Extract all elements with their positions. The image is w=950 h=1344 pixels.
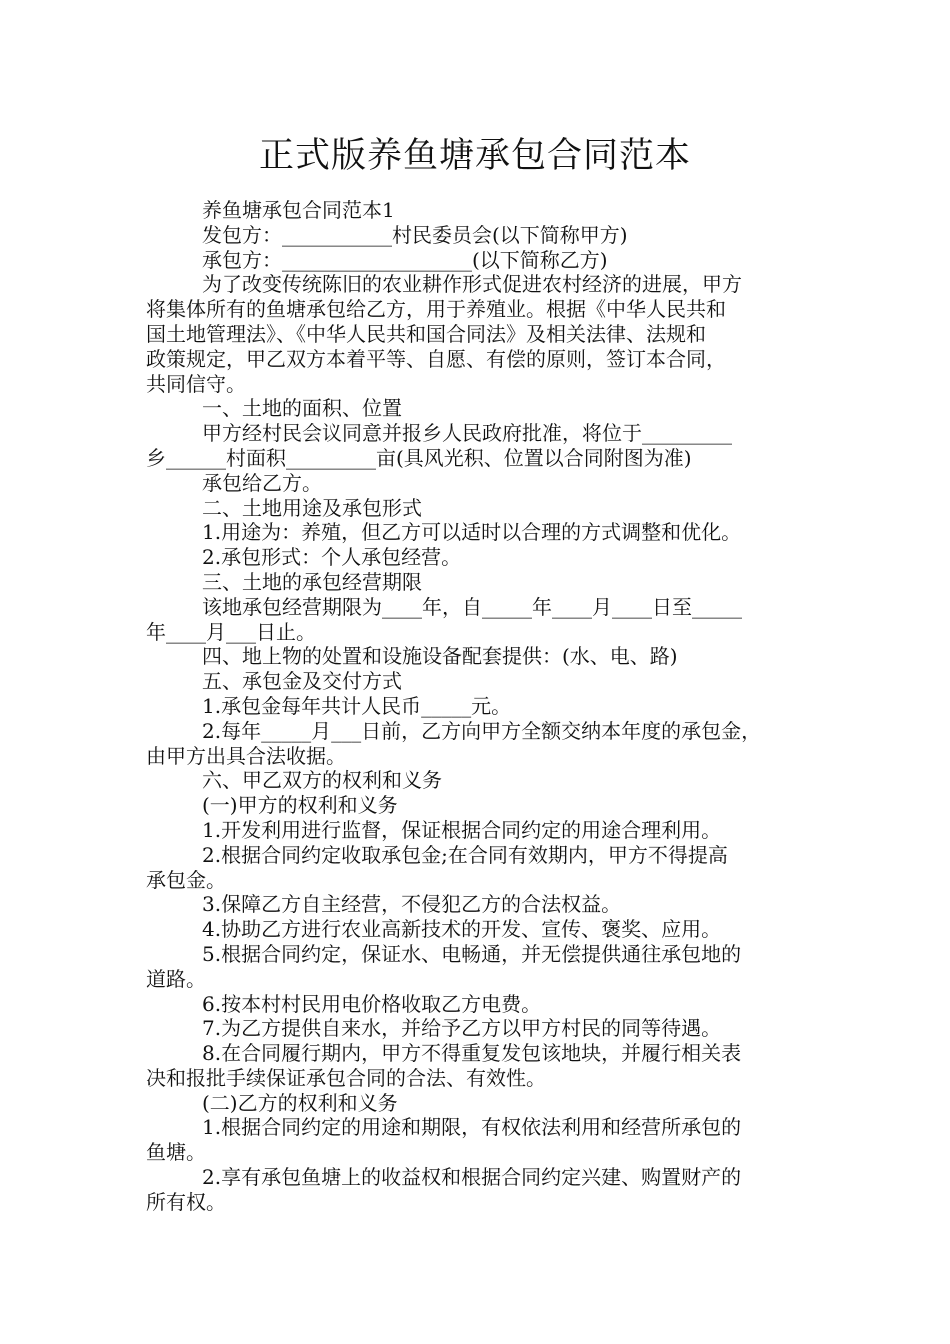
paragraph-line: 年____月___日止。 [146,619,316,644]
paragraph-line: 1.开发利用进行监督，保证根据合同约定的用途合理利用。 [202,817,722,842]
paragraph-line: 政策规定，甲乙双方本着平等、自愿、有偿的原则，签订本合同， [146,346,726,371]
paragraph-line: 2.每年_____月___日前，乙方向甲方全额交纳本年度的承包金， [202,718,762,743]
paragraph-line: 国土地管理法》、《中华人民共和国合同法》及相关法律、法规和 [146,321,706,346]
paragraph-line: 8.在合同履行期内，甲方不得重复发包该地块，并履行相关表 [202,1041,742,1066]
section-heading: 三、土地的承包经营期限 [202,569,422,594]
document-body [146,198,816,1215]
subsection-heading: (二)乙方的权利和义务 [202,1090,398,1115]
paragraph-line: 3.保障乙方自主经营，不侵犯乙方的合法权益。 [202,892,622,917]
paragraph-line: 承包给乙方。 [202,470,322,495]
paragraph-line: 养鱼塘承包合同范本1 [202,198,395,222]
paragraph-line: 1.承包金每年共计人民币_____元。 [202,693,512,718]
paragraph-line: 4.协助乙方进行农业高新技术的开发、宣传、褒奖、应用。 [202,917,722,942]
paragraph-line: 5.根据合同约定，保证水、电畅通，并无偿提供通往承包地的 [202,941,742,966]
paragraph-line: 承包金。 [146,867,226,892]
paragraph-line: 由甲方出具合法收据。 [146,743,346,768]
paragraph-line: 2.根据合同约定收取承包金;在合同有效期内，甲方不得提高 [202,842,728,867]
paragraph-line: 6.按本村村民用电价格收取乙方电费。 [202,991,542,1016]
paragraph-line: 鱼塘。 [146,1140,206,1165]
paragraph-line: 甲方经村民会议同意并报乡人民政府批准，将位于_________ [202,421,732,446]
paragraph-line: 7.为乙方提供自来水，并给予乙方以甲方村民的同等待遇。 [202,1016,722,1041]
subsection-heading: (一)甲方的权利和义务 [202,793,398,818]
paragraph-line: 1.根据合同约定的用途和期限，有权依法利用和经营所承包的 [202,1115,742,1140]
paragraph-line: 发包方：___________村民委员会(以下简称甲方) [202,222,628,247]
section-heading: 一、土地的面积、位置 [202,396,402,421]
paragraph-line: 2.承包形式：个人承包经营。 [202,545,462,570]
document-title: 正式版养鱼塘承包合同范本 [258,136,691,176]
section-heading: 二、土地用途及承包形式 [202,495,422,520]
section-heading: 五、承包金及交付方式 [202,669,402,694]
paragraph-line: 2.享有承包鱼塘上的收益权和根据合同约定兴建、购置财产的 [202,1165,742,1190]
paragraph-line: 1.用途为：养殖，但乙方可以适时以合理的方式调整和优化。 [202,520,742,545]
paragraph-line: 道路。 [146,966,206,991]
paragraph-line: 所有权。 [146,1189,226,1214]
paragraph-line: 决和报批手续保证承包合同的合法、有效性。 [146,1065,546,1090]
paragraph-line: 共同信守。 [146,371,246,396]
paragraph-line: 为了改变传统陈旧的农业耕作形式促进农村经济的进展，甲方 [202,272,742,297]
section-heading: 六、甲乙双方的权利和义务 [202,768,442,793]
paragraph-line: 该地承包经营期限为____年，自_____年____月____日至_____ [202,594,742,619]
paragraph-line: 乡______村面积_________亩(具风光积、位置以合同附图为准) [146,445,692,470]
paragraph-line: 将集体所有的鱼塘承包给乙方，用于养殖业。根据《中华人民共和 [146,297,726,322]
paragraph-line: 承包方：___________________(以下简称乙方) [202,247,608,272]
section-heading: 四、地上物的处置和设施设备配套提供：(水、电、路) [202,644,678,669]
